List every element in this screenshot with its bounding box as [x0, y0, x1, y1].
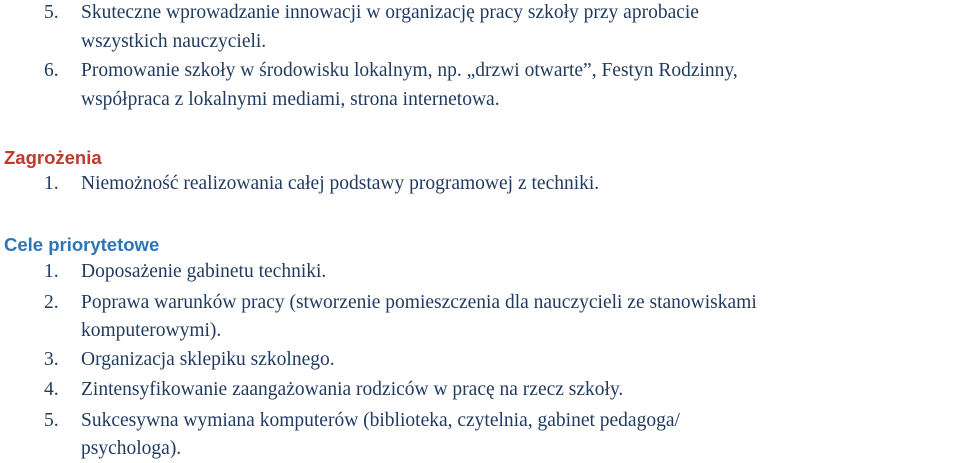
- item-text: komputerowymi).: [81, 320, 222, 341]
- threats-heading: Zagrożenia: [4, 147, 102, 168]
- item-text: Zintensyfikowanie zaangażowania rodziców w pracę na rzecz szkoły.: [81, 379, 624, 400]
- item-text: Promowanie szkoły w środowisku lokalnym, np. „drzwi otwarte”, Festyn Rodzinny,: [81, 60, 738, 81]
- item-number: 5.: [44, 2, 59, 23]
- item-text: Skuteczne wprowadzanie innowacji w organizację pracy szkoły przy aprobacie: [81, 2, 699, 23]
- item-number: 5.: [44, 410, 59, 431]
- item-number: 6.: [44, 60, 59, 81]
- item-text: psychologa).: [81, 438, 182, 459]
- item-text: Niemożność realizowania całej podstawy programowej z techniki.: [81, 173, 600, 194]
- item-text: Poprawa warunków pracy (stworzenie pomieszczenia dla nauczycieli ze stanowiskami: [81, 292, 757, 313]
- item-number: 1.: [44, 261, 59, 282]
- item-text: wszystkich nauczycieli.: [81, 31, 267, 52]
- item-number: 2.: [44, 292, 59, 313]
- item-number: 4.: [44, 379, 59, 400]
- item-text: Sukcesywna wymiana komputerów (biblioteka, czytelnia, gabinet pedagoga/: [81, 410, 680, 431]
- item-number: 3.: [44, 349, 59, 370]
- item-text: Organizacja sklepiku szkolnego.: [81, 349, 335, 370]
- priorities-heading: Cele priorytetowe: [4, 234, 160, 255]
- item-text: współpraca z lokalnymi mediami, strona internetowa.: [81, 89, 500, 110]
- item-number: 1.: [44, 173, 59, 194]
- item-text: Doposażenie gabinetu techniki.: [81, 261, 327, 282]
